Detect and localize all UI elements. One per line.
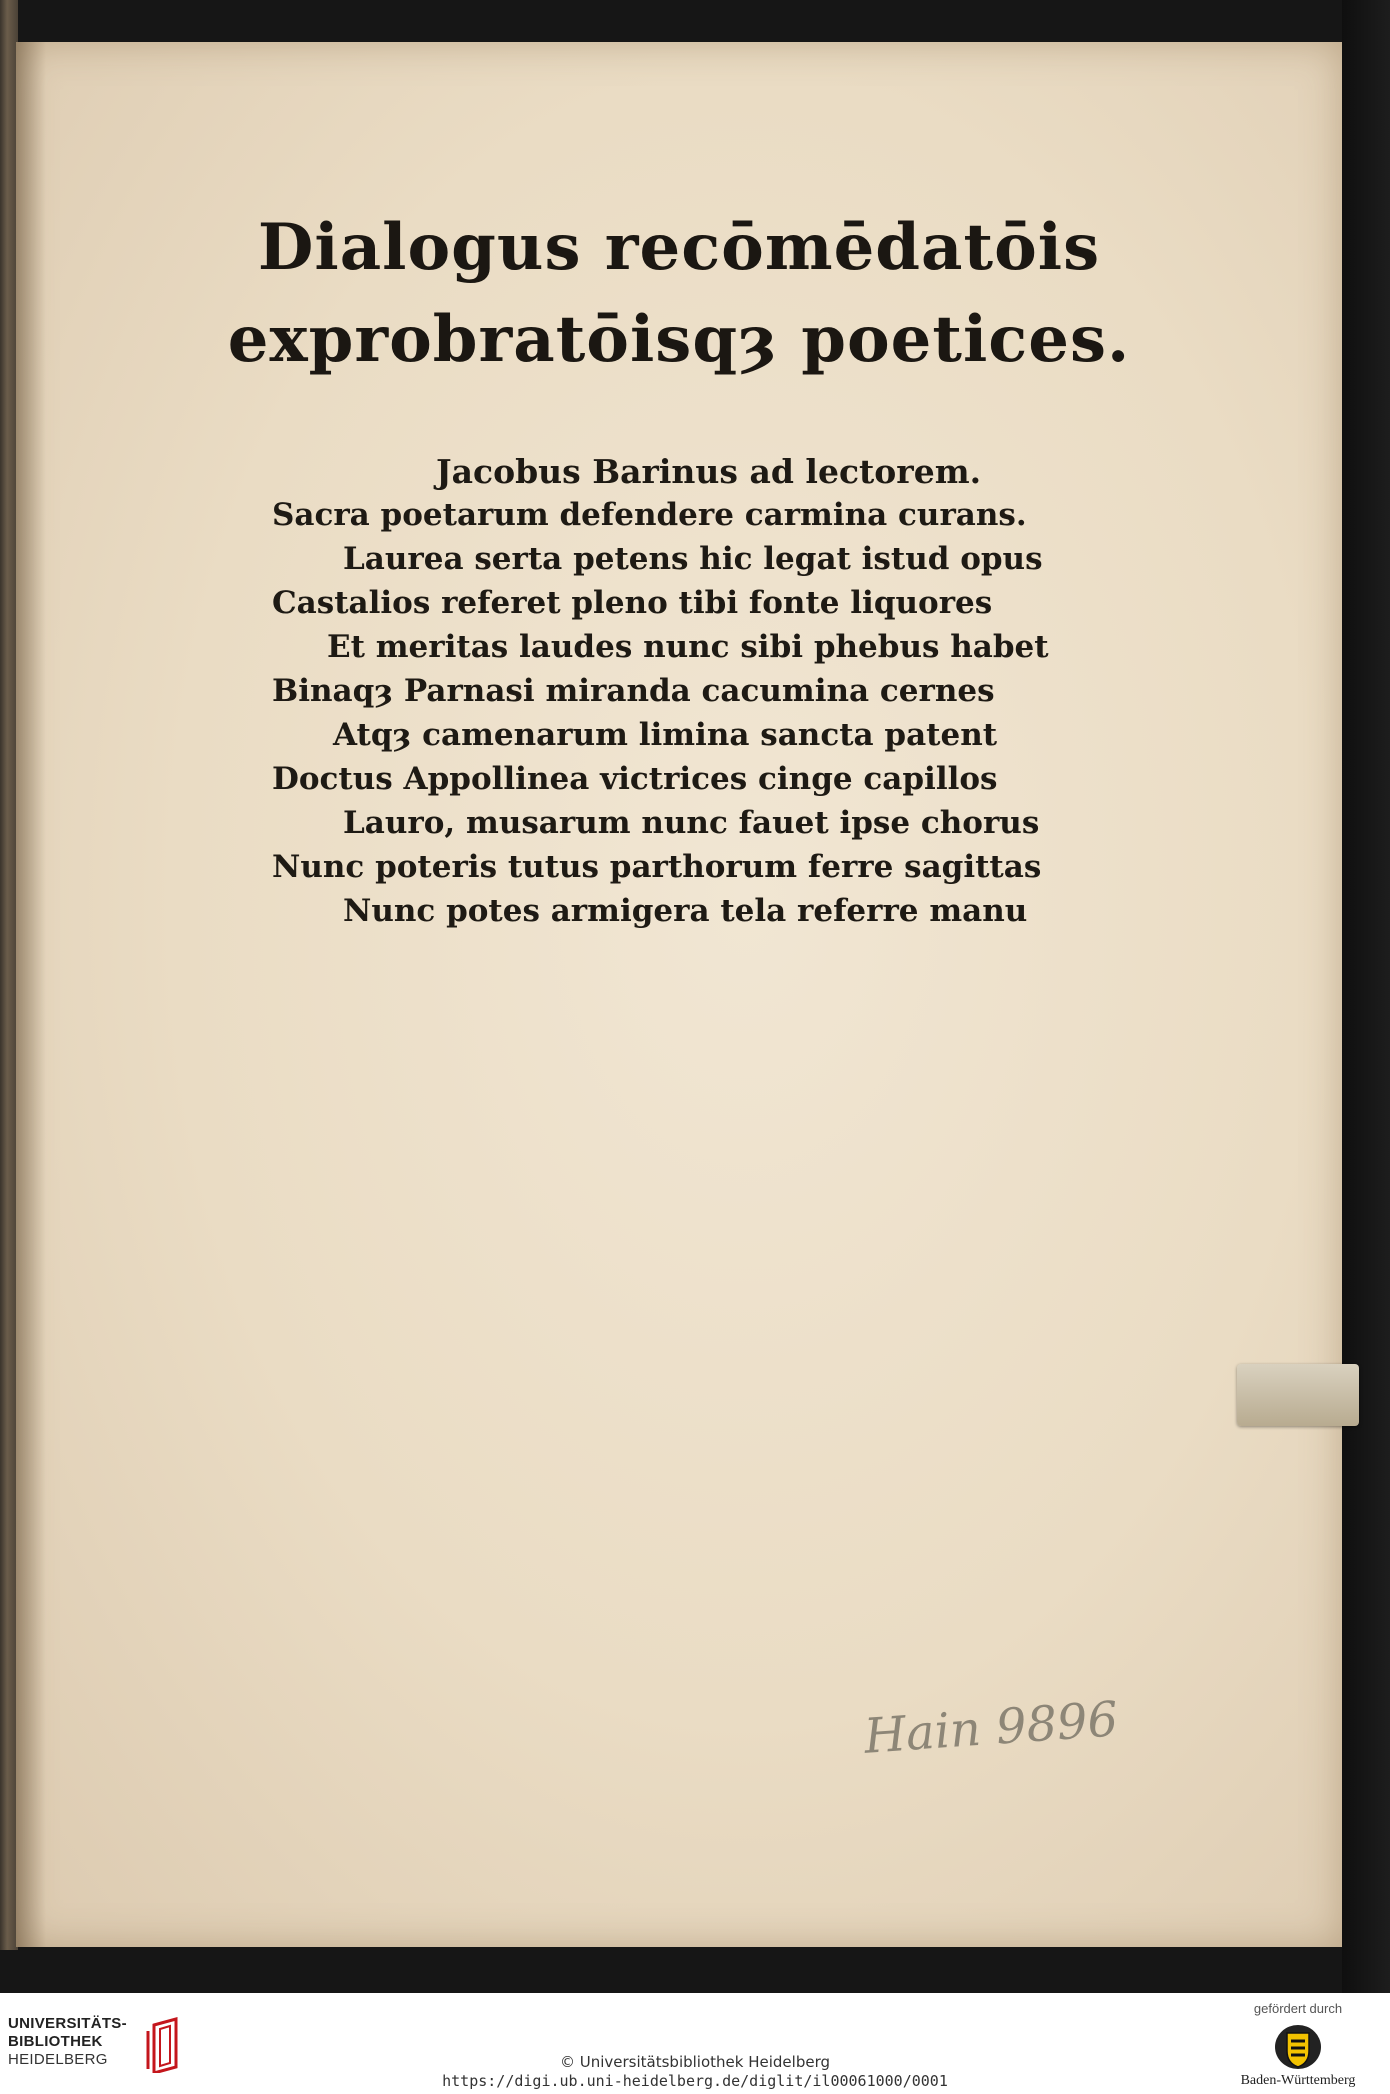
title-line-2: exprobratōisqȝ poetices. [227, 302, 1131, 377]
permalink-url[interactable]: https://digi.ub.uni-heidelberg.de/diglit/il00061000/0001 [442, 2072, 948, 2090]
library-name-line-2: BIBLIOTHEK [8, 2033, 103, 2050]
verse-line: Atqȝ camenarum limina sancta patent [333, 717, 998, 753]
verse-line: Nunc poteris tutus parthorum ferre sagittas [272, 849, 1042, 885]
verse-line: Et meritas laudes nunc sibi phebus habet [327, 629, 1049, 665]
verse-line: Binaqȝ Parnasi miranda cacumina cernes [272, 673, 995, 709]
library-name-line-1: UNIVERSITÄTS- [8, 2015, 127, 2032]
handwritten-shelfmark: Hain 9896 [862, 1691, 1120, 1765]
sponsor-label: gefördert durch [1253, 2001, 1343, 2016]
copyright-notice: © Universitätsbibliothek Heidelberg [559, 2053, 830, 2071]
poem-heading: Jacobus Barinus ad lectorem. [436, 452, 982, 491]
sponsor-name: Baden-Württemberg [1240, 2073, 1356, 2088]
verse-line: Laurea serta petens hic legat istud opus [343, 541, 1043, 577]
sponsor-block [1216, 1999, 1380, 2091]
state-coat-of-arms-icon [1273, 2023, 1323, 2071]
viewer-footer [0, 1993, 1390, 2094]
title-line-1: Dialogus recōmēdatōis [257, 210, 1101, 285]
verse-line: Lauro, musarum nunc fauet ipse chorus [343, 805, 1040, 841]
library-name-line-3: HEIDELBERG [8, 2051, 108, 2068]
book-page [16, 42, 1342, 1947]
book-cover-edge [1342, 0, 1390, 1993]
verse-line: Castalios referet pleno tibi fonte liquores [272, 585, 993, 621]
verse-line: Sacra poetarum defendere carmina curans. [272, 497, 1027, 533]
page-tab-strip [1237, 1364, 1359, 1426]
verse-line: Doctus Appollinea victrices cinge capillos [272, 761, 998, 797]
verse-line: Nunc potes armigera tela referre manu [343, 893, 1028, 929]
